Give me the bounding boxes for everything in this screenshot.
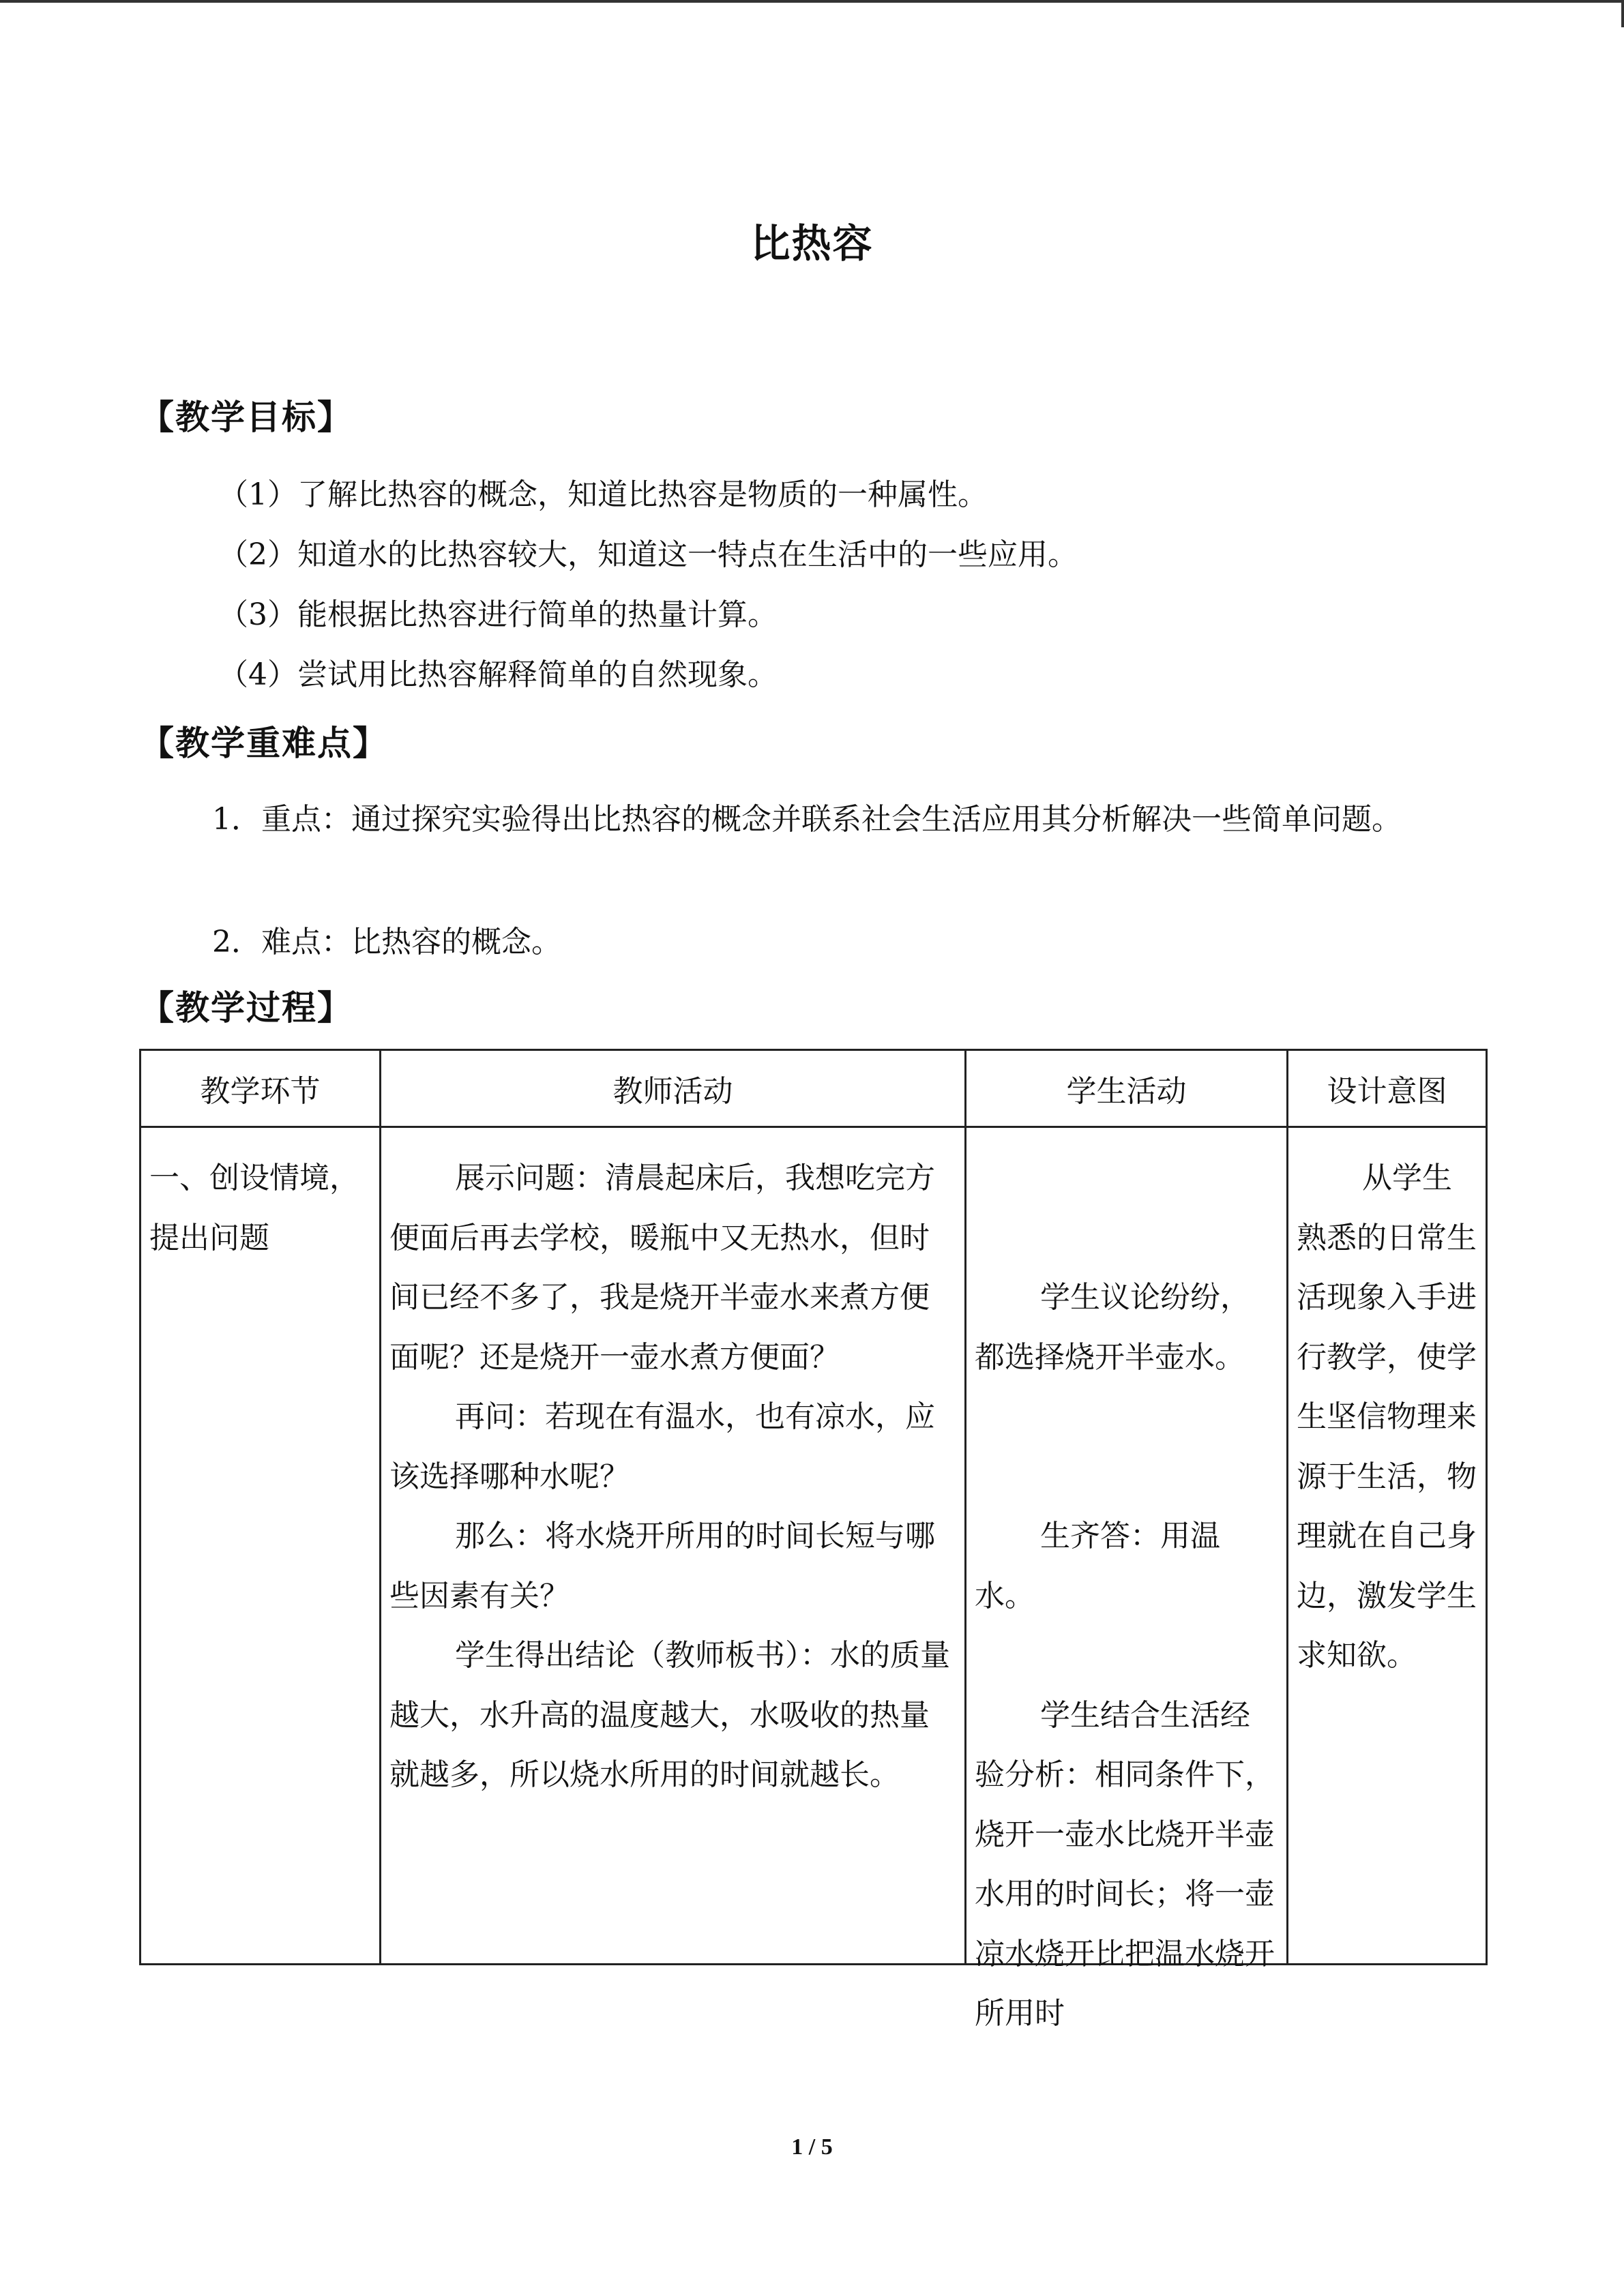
teacher-activity-paragraph: 再问：若现在有温水，也有凉水，应该选择哪种水呢？ [389,1399,935,1494]
column-header-stage: 教学环节 [141,1050,381,1127]
page-number: 1 / 5 [791,2134,833,2160]
document-title: 比热容 [750,220,874,267]
key-point-focus: 1．重点：通过探究实验得出比热容的概念并联系社会生活应用其分析解决一些简单问题。 [212,802,1402,837]
objective-item: （4）尝试用比热容解释简单的自然现象。 [218,657,778,692]
process-heading: 【教学过程】 [140,987,353,1028]
teacher-activity-paragraph: 学生得出结论（教师板书）：水的质量越大，水升高的温度越大，水吸收的热量就越多，所以烧水所用的时间就越长。 [389,1638,950,1792]
column-header-teacher: 教师活动 [381,1050,966,1127]
page-top-border [0,0,1624,3]
key-point-difficulty: 2．难点：比热容的概念。 [212,925,561,959]
table-row [141,1127,1487,1965]
teacher-activity-paragraph: 那么：将水烧开所用的时间长短与哪些因素有关？ [389,1519,935,1613]
student-activity-paragraph: 生齐答：用温水。 [975,1519,1220,1613]
stage-cell [141,1127,381,1965]
objective-item: （1）了解比热容的概念，知道比热容是物质的一种属性。 [218,477,988,512]
key-points-heading: 【教学重难点】 [140,723,388,763]
objectives-heading: 【教学目标】 [140,397,353,437]
student-activity-cell [966,1127,1288,2031]
student-activity-paragraph: 学生议论纷纷，都选择烧开半壶水。 [975,1280,1250,1375]
objective-item: （3）能根据比热容进行简单的热量计算。 [218,597,778,632]
process-table [139,1049,1488,2031]
teacher-activity-cell [381,1127,966,1965]
table-header-row [141,1050,1487,1127]
design-intent-text: 从学生熟悉的日常生活现象入手进行教学，使学生坚信物理来源于生活，物理就在自己身边，激发学生求知欲。 [1297,1161,1477,1673]
design-intent-cell [1288,1127,1487,1965]
column-header-intent: 设计意图 [1288,1050,1487,1127]
objective-item: （2）知道水的比热容较大，知道这一特点在生活中的一些应用。 [218,537,1078,572]
column-header-student: 学生活动 [966,1050,1288,1127]
student-activity-paragraph: 学生结合生活经验分析：相同条件下，烧开一壶水比烧开半壶水用的时间长；将一壶凉水烧开比把温水烧开所用时 [975,1697,1275,2031]
teacher-activity-paragraph: 展示问题：清晨起床后，我想吃完方便面后再去学校，暖瓶中又无热水，但时间已经不多了，我是烧开半壶水来煮方便面呢？还是烧开一壶水煮方便面？ [389,1161,935,1375]
page-corner-mark [1621,0,1624,27]
stage-text: 一、创设情境，提出问题 [149,1161,359,1255]
